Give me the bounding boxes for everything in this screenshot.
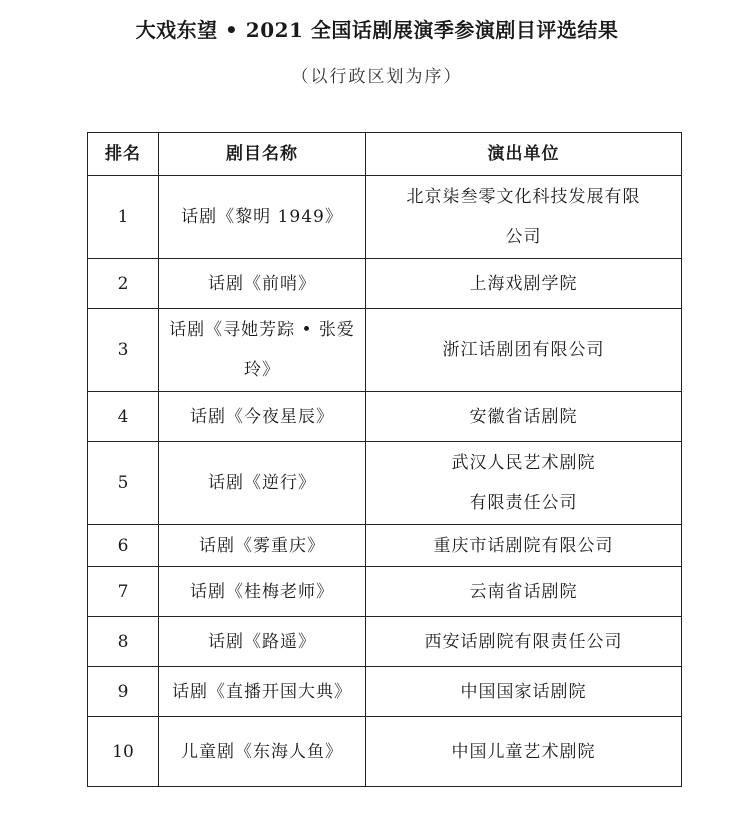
table-row [88,259,682,309]
play-name-cell: 儿童剧《东海人鱼》 [159,717,366,787]
header-rank: 排名 [88,133,159,176]
performing-unit-text: 武汉人民艺术剧院有限责任公司 [451,453,596,513]
play-name-text: 话剧《寻她芳踪 • 张爱玲》 [169,320,355,380]
rank-cell: 10 [88,717,159,787]
play-name-cell: 话剧《直播开国大典》 [159,667,366,717]
document-subtitle: （以行政区划为序） [291,67,463,87]
play-name-cell [159,309,366,392]
rank-cell: 3 [88,309,159,392]
performing-unit-cell: 上海戏剧学院 [366,259,682,309]
results-table [87,132,682,787]
rank-cell: 7 [88,567,159,617]
header-performing-unit: 演出单位 [366,133,682,176]
performing-unit-cell: 安徽省话剧院 [366,392,682,442]
table-row [88,567,682,617]
performing-unit-cell: 西安话剧院有限责任公司 [366,617,682,667]
performing-unit-cell: 中国儿童艺术剧院 [366,717,682,787]
performing-unit-cell: 浙江话剧团有限公司 [366,309,682,392]
rank-cell: 8 [88,617,159,667]
table-row [88,667,682,717]
table-header-row [88,133,682,176]
rank-cell: 1 [88,176,159,259]
performing-unit-cell: 云南省话剧院 [366,567,682,617]
table-row [88,309,682,392]
table-row [88,617,682,667]
play-name-cell: 话剧《逆行》 [159,442,366,525]
play-name-cell: 话剧《路遥》 [159,617,366,667]
rank-cell: 4 [88,392,159,442]
performing-unit-cell [366,176,682,259]
table-row [88,525,682,567]
play-name-cell: 话剧《今夜星辰》 [159,392,366,442]
performing-unit-cell: 中国国家话剧院 [366,667,682,717]
table-row [88,442,682,525]
document-title: 大戏东望 • 2021 全国话剧展演季参演剧目评选结果 [135,18,619,42]
play-name-cell: 话剧《黎明 1949》 [159,176,366,259]
performing-unit-text: 北京柒叁零文化科技发展有限公司 [406,187,641,247]
performing-unit-cell [366,442,682,525]
performing-unit-cell: 重庆市话剧院有限公司 [366,525,682,567]
play-name-cell: 话剧《前哨》 [159,259,366,309]
play-name-cell: 话剧《雾重庆》 [159,525,366,567]
table-row [88,717,682,787]
table-row [88,176,682,259]
rank-cell: 5 [88,442,159,525]
rank-cell: 6 [88,525,159,567]
rank-cell: 2 [88,259,159,309]
rank-cell: 9 [88,667,159,717]
play-name-cell: 话剧《桂梅老师》 [159,567,366,617]
table-row [88,392,682,442]
header-play-name: 剧目名称 [159,133,366,176]
